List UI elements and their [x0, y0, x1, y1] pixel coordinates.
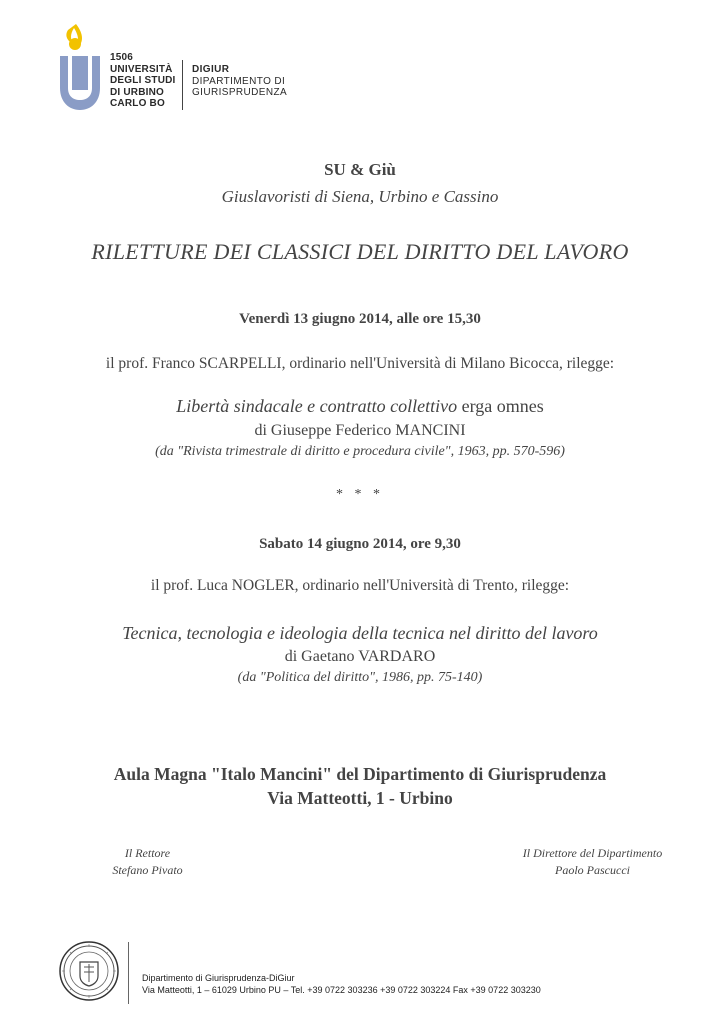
- university-line-2: DEGLI STUDI: [110, 75, 176, 86]
- session-1-author: di Giuseppe Federico MANCINI: [254, 422, 466, 439]
- session-2-lecturer: il prof. Luca NOGLER, ordinario nell'Università di Trento, rilegge:: [150, 577, 570, 594]
- session-1-work-suffix: erga omnes: [457, 396, 544, 416]
- session-2-author: di Gaetano VARDARO: [284, 648, 436, 665]
- footer-department: Dipartimento di Giurisprudenza-DiGiur: [142, 973, 295, 983]
- session-1-date: Venerdì 13 giugno 2014, alle ore 15,30: [239, 311, 481, 327]
- footer-contact: [142, 972, 541, 996]
- header-divider: [182, 60, 183, 110]
- university-name: [110, 52, 176, 110]
- university-logo-icon: [58, 22, 102, 112]
- event-subtitle: Giuslavoristi di Siena, Urbino e Cassino: [221, 187, 499, 206]
- signature-right-role: Il Direttore del Dipartimento: [522, 846, 663, 860]
- session-1-source: (da "Rivista trimestrale di diritto e procedura civile", 1963, pp. 570-596): [155, 444, 565, 459]
- session-2-work: [0, 623, 720, 644]
- department-line-1: DIPARTIMENTO DI: [192, 75, 286, 87]
- footer-divider: [128, 942, 129, 1004]
- venue-line-2: Via Matteotti, 1 - Urbino: [267, 788, 453, 808]
- footer-address: Via Matteotti, 1 – 61029 Urbino PU – Tel. +39 0722 303236 +39 0722 303224 Fax +39 0722 303230: [142, 985, 541, 995]
- session-1-work-title: Libertà sindacale e contratto collettivo: [176, 396, 458, 416]
- session-1-lecturer: il prof. Franco SCARPELLI, ordinario nell'Università di Milano Bicocca, rilegge:: [105, 355, 615, 372]
- founding-year: 1506: [110, 52, 134, 63]
- signature-left-role: Il Rettore: [124, 846, 171, 860]
- session-2-work-title: Tecnica, tecnologia e ideologia della tecnica nel diritto del lavoro: [122, 623, 598, 643]
- session-1-work: [0, 396, 720, 417]
- session-2-date: Sabato 14 giugno 2014, ore 9,30: [259, 536, 461, 552]
- signature-left-name: Stefano Pivato: [112, 863, 183, 877]
- department-line-2: GIURISPRUDENZA: [192, 87, 288, 98]
- university-line-3: DI URBINO: [110, 86, 165, 98]
- university-seal-icon: [58, 940, 120, 1002]
- venue-line-1: Aula Magna "Italo Mancini" del Dipartimento di Giurisprudenza: [113, 764, 607, 784]
- signature-left: [90, 845, 205, 879]
- event-heading: RILETTURE DEI CLASSICI DEL DIRITTO DEL LAVORO: [91, 239, 629, 264]
- university-line-4: CARLO BO: [110, 98, 165, 109]
- event-title: SU & Giù: [324, 160, 396, 179]
- university-line-1: UNIVERSITÀ: [110, 63, 173, 75]
- session-2-source: (da "Politica del diritto", 1986, pp. 75-140): [237, 670, 483, 685]
- department-name: [192, 64, 287, 99]
- department-short: DIGIUR: [192, 64, 230, 75]
- signature-right-name: Paolo Pascucci: [555, 863, 630, 877]
- section-separator: * * *: [336, 487, 384, 502]
- signature-right: [505, 845, 680, 879]
